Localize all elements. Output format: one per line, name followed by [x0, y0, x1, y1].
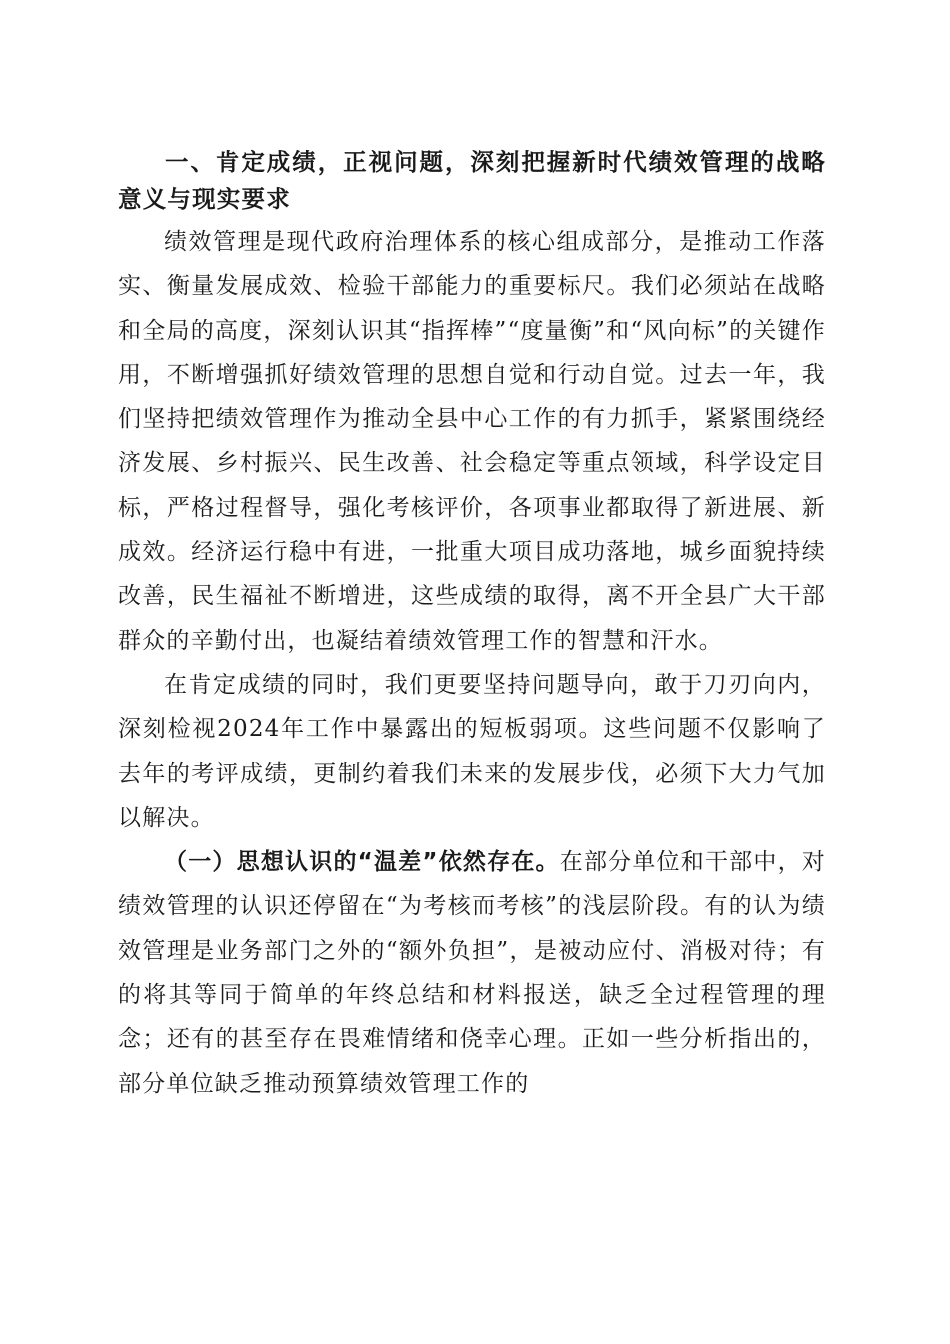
document-body — [118, 144, 826, 1106]
paragraph: 绩效管理是现代政府治理体系的核心组成部分，是推动工作落实、衡量发展成效、检验干部能力的重要标尺。我们必须站在战略和全局的高度，深刻认识其“指挥棒”“度量衡”和“风向标”的关键作用，不断增强抓好绩效管理的思想自觉和行动自觉。过去一年，我们坚持把绩效管理作为推动全县中心工作的有力抓手，紧紧围绕经济发展、乡村振兴、民生改善、社会稳定等重点领域，科学设定目标，严格过程督导，强化考核评价，各项事业都取得了新进展、新成效。经济运行稳中有进，一批重大项目成功落地，城乡面貌持续改善，民生福祉不断增进，这些成绩的取得，离不开全县广大干部群众的辛勤付出，也凝结着绩效管理工作的智慧和汗水。 — [118, 229, 826, 654]
paragraph-text: 在部分单位和干部中，对绩效管理的认识还停留在“为考核而考核”的浅层阶段。有的认为绩效管理是业务部门之外的“额外负担”，是被动应付、消极对待；有的将其等同于简单的年终总结和材料报送，缺乏全过程管理的理念；还有的甚至存在畏难情绪和侥幸心理。正如一些分析指出的，部分单位缺乏推动预算绩效管理工作的 — [118, 849, 826, 1097]
paragraph: 在肯定成绩的同时，我们更要坚持问题导向，敢于刀刃向内，深刻检视2024年工作中暴露出的短板弱项。这些问题不仅影响了去年的考评成绩，更制约着我们未来的发展步伐，必须下大力气加以解决。 — [118, 671, 826, 831]
paragraph-with-subheading — [118, 840, 826, 1106]
section-heading: 一、肯定成绩，正视问题，深刻把握新时代绩效管理的战略意义与现实要求 — [118, 148, 826, 213]
sub-heading: （一）思想认识的“温差”依然存在。 — [164, 849, 560, 876]
